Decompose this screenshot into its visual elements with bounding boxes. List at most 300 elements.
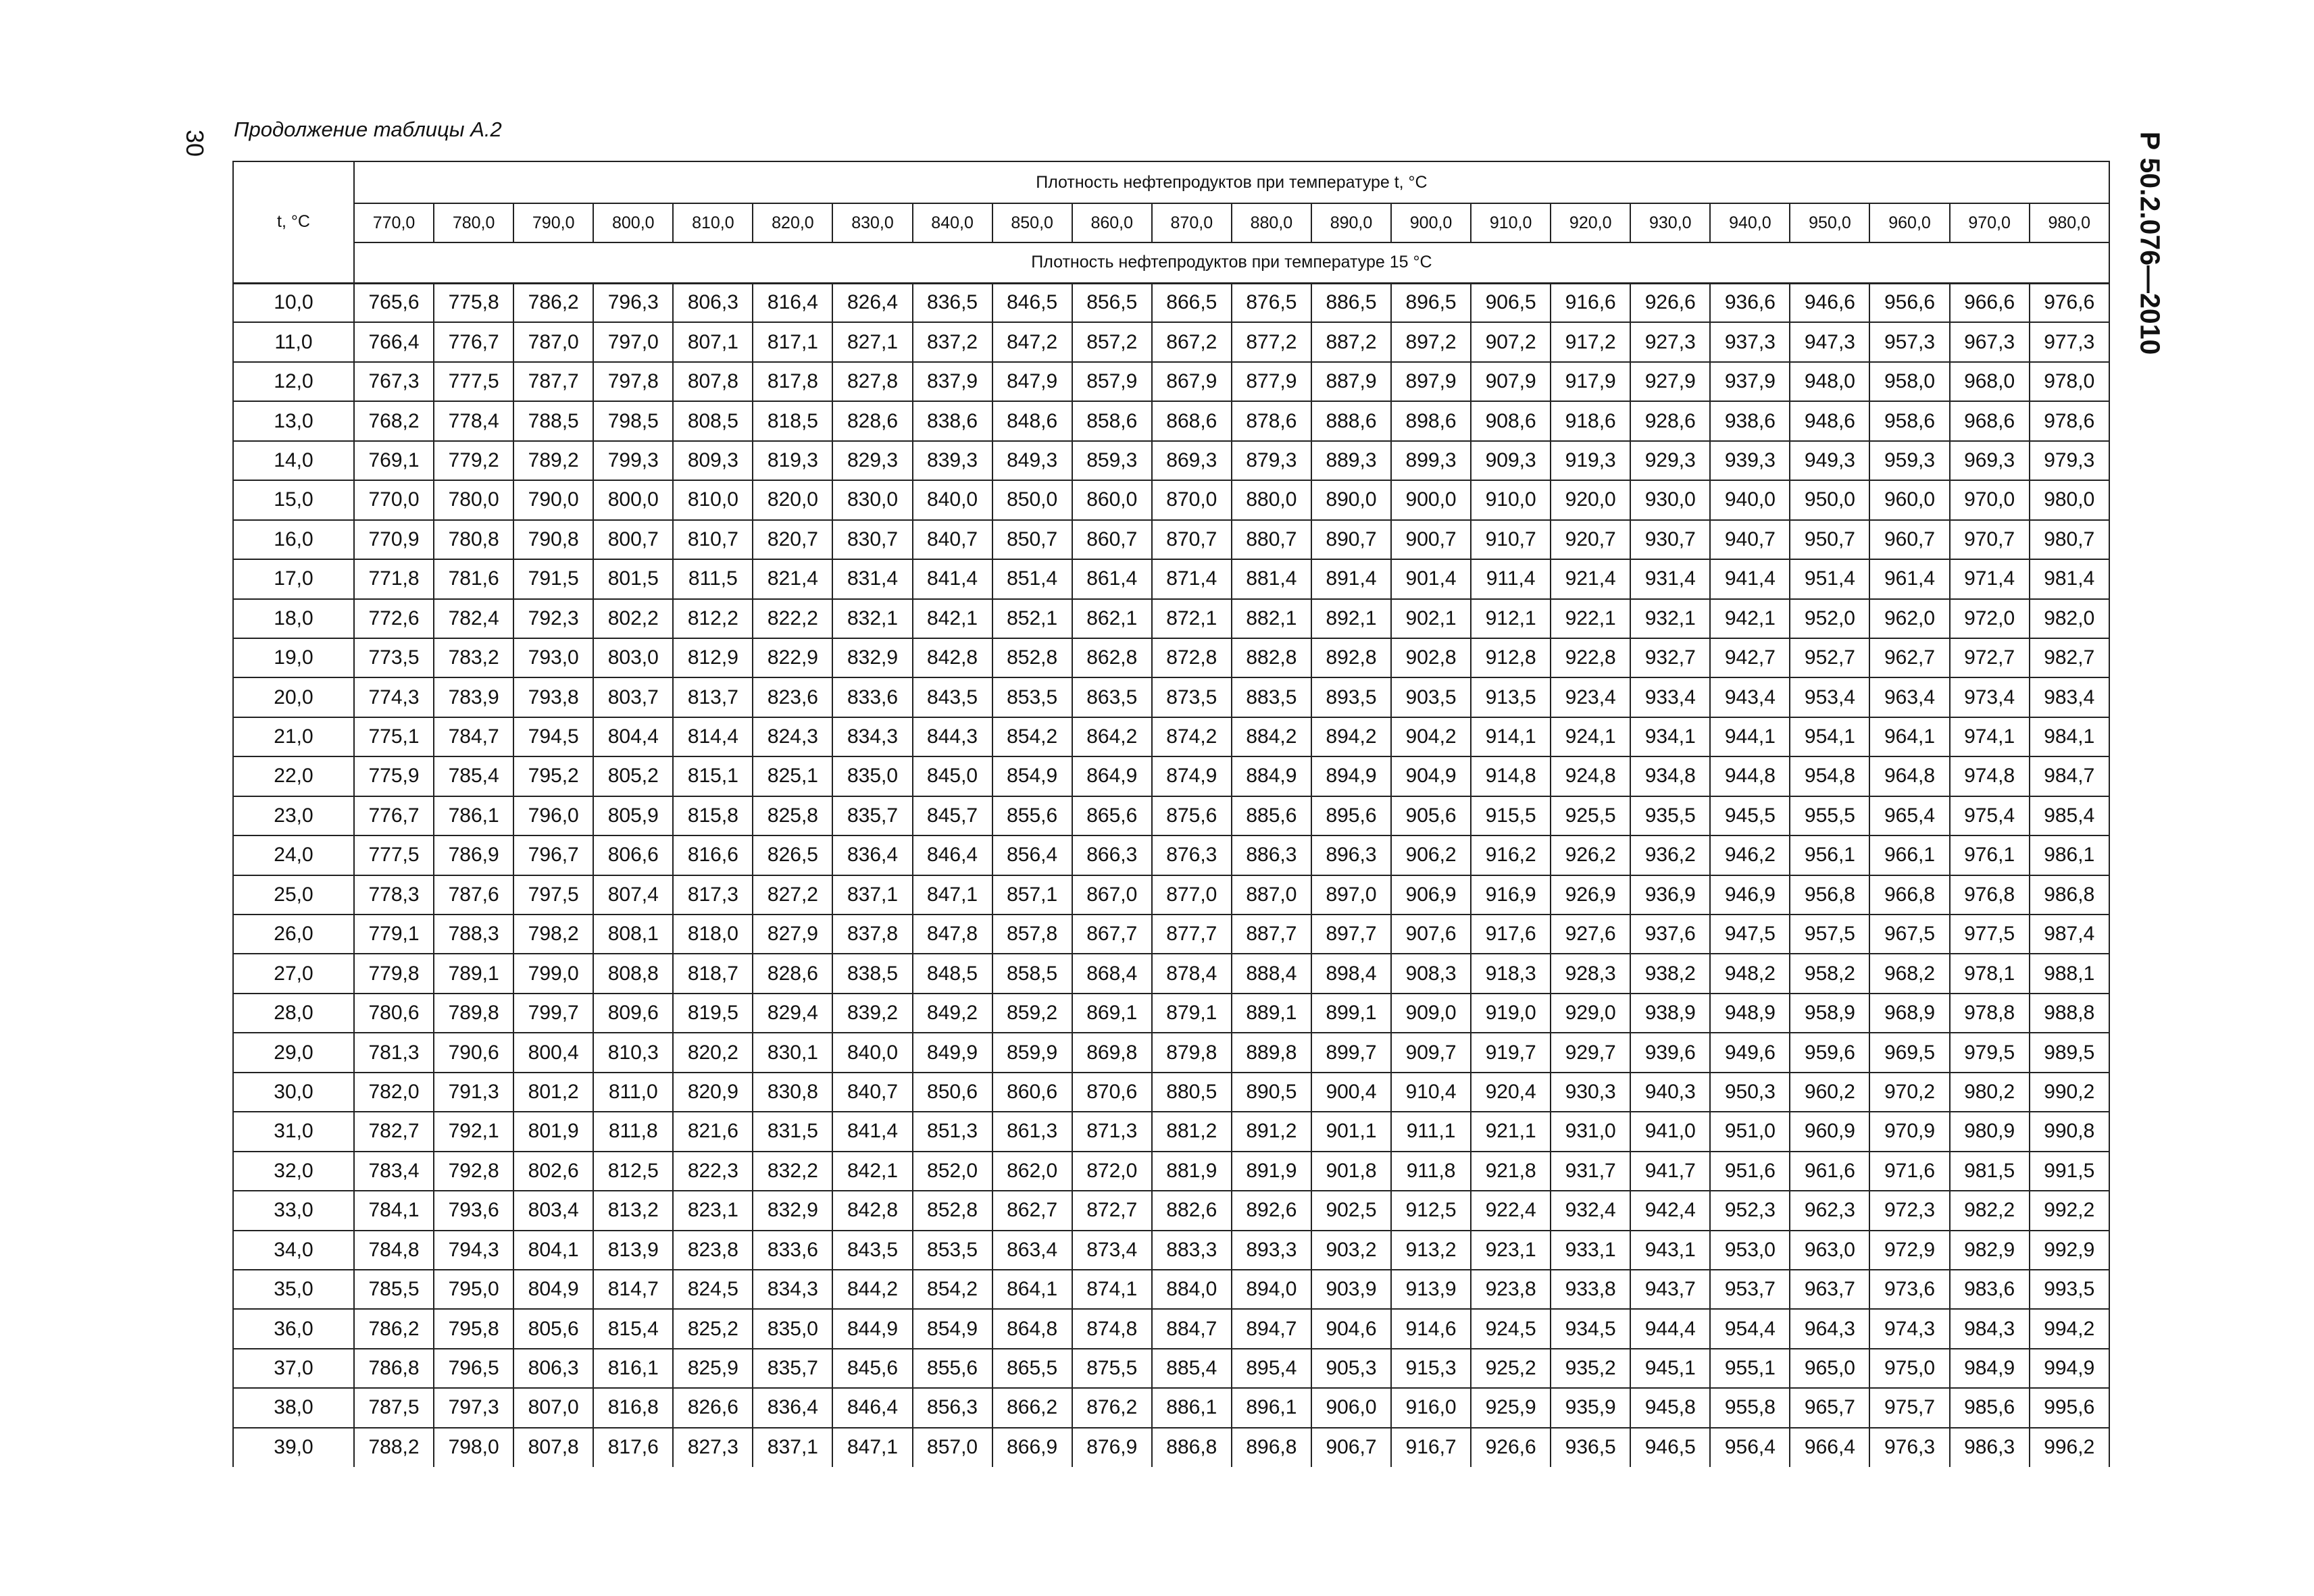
density-cell: 782,7 xyxy=(354,1112,434,1151)
density-cell: 775,1 xyxy=(354,717,434,756)
density-cell: 929,7 xyxy=(1551,1033,1630,1072)
density-cell: 779,2 xyxy=(434,441,513,480)
density-cell: 885,4 xyxy=(1152,1349,1232,1388)
density-cell: 899,1 xyxy=(1311,994,1391,1033)
density-cell: 863,5 xyxy=(1072,677,1152,717)
density-cell: 840,0 xyxy=(913,480,992,519)
density-at-15-header: Плотность нефтепродуктов при температуре 15 °C xyxy=(354,242,2109,283)
density-cell: 955,5 xyxy=(1790,796,1869,835)
density-cell: 822,3 xyxy=(673,1152,753,1191)
column-header: 820,0 xyxy=(753,203,832,242)
table-row xyxy=(233,954,2109,993)
density-cell: 963,4 xyxy=(1869,677,1949,717)
density-cell: 814,7 xyxy=(593,1270,673,1309)
density-cell: 897,7 xyxy=(1311,915,1391,954)
density-cell: 890,0 xyxy=(1311,480,1391,519)
density-cell: 805,6 xyxy=(513,1309,593,1348)
density-cell: 826,4 xyxy=(832,283,912,322)
density-cell: 906,9 xyxy=(1391,875,1471,915)
density-cell: 799,3 xyxy=(593,441,673,480)
density-cell: 830,0 xyxy=(832,480,912,519)
density-cell: 765,6 xyxy=(354,283,434,322)
page-number: 30 xyxy=(181,129,209,157)
density-cell: 926,9 xyxy=(1551,875,1630,915)
density-cell: 780,0 xyxy=(434,480,513,519)
density-cell: 786,9 xyxy=(434,835,513,875)
density-cell: 913,9 xyxy=(1391,1270,1471,1309)
table-row xyxy=(233,1388,2109,1427)
density-cell: 866,9 xyxy=(992,1428,1072,1467)
density-cell: 900,4 xyxy=(1311,1073,1391,1112)
density-cell: 910,7 xyxy=(1471,520,1551,559)
density-cell: 914,6 xyxy=(1391,1309,1471,1348)
density-cell: 846,4 xyxy=(832,1388,912,1427)
density-cell: 796,7 xyxy=(513,835,593,875)
density-cell: 952,3 xyxy=(1710,1191,1790,1230)
density-cell: 864,1 xyxy=(992,1270,1072,1309)
density-cell: 976,8 xyxy=(1950,875,2030,915)
density-cell: 953,0 xyxy=(1710,1231,1790,1270)
density-cell: 937,3 xyxy=(1710,322,1790,361)
density-cell: 874,9 xyxy=(1152,756,1232,796)
density-cell: 820,2 xyxy=(673,1033,753,1072)
density-cell: 786,8 xyxy=(354,1349,434,1388)
column-header: 910,0 xyxy=(1471,203,1551,242)
density-cell: 978,0 xyxy=(2030,362,2109,401)
column-header: 940,0 xyxy=(1710,203,1790,242)
table-row xyxy=(233,1349,2109,1388)
density-cell: 945,5 xyxy=(1710,796,1790,835)
density-cell: 842,8 xyxy=(913,638,992,677)
density-cell: 896,8 xyxy=(1232,1428,1311,1467)
density-cell: 965,7 xyxy=(1790,1388,1869,1427)
density-cell: 929,3 xyxy=(1630,441,1710,480)
temperature-cell: 31,0 xyxy=(233,1112,354,1151)
density-cell: 826,5 xyxy=(753,835,832,875)
density-cell: 869,3 xyxy=(1152,441,1232,480)
density-cell: 904,9 xyxy=(1391,756,1471,796)
density-cell: 972,7 xyxy=(1950,638,2030,677)
temperature-cell: 26,0 xyxy=(233,915,354,954)
density-cell: 804,1 xyxy=(513,1231,593,1270)
density-cell: 916,2 xyxy=(1471,835,1551,875)
density-cell: 988,8 xyxy=(2030,994,2109,1033)
density-cell: 857,8 xyxy=(992,915,1072,954)
density-cell: 944,1 xyxy=(1710,717,1790,756)
density-cell: 779,1 xyxy=(354,915,434,954)
density-cell: 876,9 xyxy=(1072,1428,1152,1467)
density-cell: 902,8 xyxy=(1391,638,1471,677)
density-cell: 825,8 xyxy=(753,796,832,835)
density-cell: 949,6 xyxy=(1710,1033,1790,1072)
density-cell: 832,9 xyxy=(832,638,912,677)
density-cell: 946,9 xyxy=(1710,875,1790,915)
density-cell: 879,8 xyxy=(1152,1033,1232,1072)
density-cell: 931,4 xyxy=(1630,559,1710,598)
density-cell: 785,4 xyxy=(434,756,513,796)
density-cell: 824,3 xyxy=(753,717,832,756)
density-cell: 980,7 xyxy=(2030,520,2109,559)
density-cell: 798,5 xyxy=(593,401,673,440)
density-cell: 853,5 xyxy=(913,1231,992,1270)
density-cell: 975,4 xyxy=(1950,796,2030,835)
density-cell: 917,2 xyxy=(1551,322,1630,361)
temperature-cell: 10,0 xyxy=(233,283,354,322)
density-cell: 906,7 xyxy=(1311,1428,1391,1467)
density-cell: 854,9 xyxy=(992,756,1072,796)
column-header: 780,0 xyxy=(434,203,513,242)
density-cell: 847,8 xyxy=(913,915,992,954)
density-cell: 900,7 xyxy=(1391,520,1471,559)
density-cell: 946,2 xyxy=(1710,835,1790,875)
density-cell: 909,3 xyxy=(1471,441,1551,480)
density-cell: 973,6 xyxy=(1869,1270,1949,1309)
density-cell: 979,3 xyxy=(2030,441,2109,480)
density-cell: 955,8 xyxy=(1710,1388,1790,1427)
density-cell: 943,1 xyxy=(1630,1231,1710,1270)
density-cell: 866,5 xyxy=(1152,283,1232,322)
density-cell: 868,4 xyxy=(1072,954,1152,993)
density-cell: 831,5 xyxy=(753,1112,832,1151)
density-cell: 934,1 xyxy=(1630,717,1710,756)
temperature-cell: 21,0 xyxy=(233,717,354,756)
temperature-cell: 33,0 xyxy=(233,1191,354,1230)
density-cell: 933,1 xyxy=(1551,1231,1630,1270)
density-cell: 845,6 xyxy=(832,1349,912,1388)
density-cell: 893,5 xyxy=(1311,677,1391,717)
density-cell: 837,1 xyxy=(832,875,912,915)
density-cell: 968,2 xyxy=(1869,954,1949,993)
density-cell: 968,6 xyxy=(1950,401,2030,440)
density-cell: 828,6 xyxy=(832,401,912,440)
temperature-cell: 25,0 xyxy=(233,875,354,915)
density-cell: 799,7 xyxy=(513,994,593,1033)
column-header: 920,0 xyxy=(1551,203,1630,242)
density-cell: 827,9 xyxy=(753,915,832,954)
density-cell: 923,1 xyxy=(1471,1231,1551,1270)
density-cell: 962,7 xyxy=(1869,638,1949,677)
density-cell: 823,1 xyxy=(673,1191,753,1230)
density-cell: 884,0 xyxy=(1152,1270,1232,1309)
density-cell: 976,6 xyxy=(2030,283,2109,322)
density-cell: 935,2 xyxy=(1551,1349,1630,1388)
temperature-cell: 19,0 xyxy=(233,638,354,677)
density-cell: 857,0 xyxy=(913,1428,992,1467)
density-cell: 771,8 xyxy=(354,559,434,598)
density-cell: 977,5 xyxy=(1950,915,2030,954)
temperature-cell: 12,0 xyxy=(233,362,354,401)
density-cell: 957,5 xyxy=(1790,915,1869,954)
density-cell: 970,0 xyxy=(1950,480,2030,519)
density-cell: 861,3 xyxy=(992,1112,1072,1151)
density-cell: 823,8 xyxy=(673,1231,753,1270)
density-cell: 886,1 xyxy=(1152,1388,1232,1427)
density-cell: 861,4 xyxy=(1072,559,1152,598)
density-cell: 841,4 xyxy=(913,559,992,598)
density-cell: 797,3 xyxy=(434,1388,513,1427)
density-cell: 790,0 xyxy=(513,480,593,519)
density-cell: 847,2 xyxy=(992,322,1072,361)
density-cell: 807,0 xyxy=(513,1388,593,1427)
density-cell: 930,0 xyxy=(1630,480,1710,519)
density-cell: 960,0 xyxy=(1869,480,1949,519)
density-cell: 772,6 xyxy=(354,599,434,638)
density-cell: 834,3 xyxy=(832,717,912,756)
density-cell: 950,0 xyxy=(1790,480,1869,519)
density-cell: 836,5 xyxy=(913,283,992,322)
density-cell: 823,6 xyxy=(753,677,832,717)
density-cell: 796,5 xyxy=(434,1349,513,1388)
density-cell: 983,6 xyxy=(1950,1270,2030,1309)
density-cell: 969,3 xyxy=(1950,441,2030,480)
density-cell: 842,8 xyxy=(832,1191,912,1230)
density-cell: 808,1 xyxy=(593,915,673,954)
density-cell: 990,8 xyxy=(2030,1112,2109,1151)
density-cell: 788,2 xyxy=(354,1428,434,1467)
density-cell: 775,8 xyxy=(434,283,513,322)
density-cell: 866,3 xyxy=(1072,835,1152,875)
density-cell: 988,1 xyxy=(2030,954,2109,993)
density-cell: 892,1 xyxy=(1311,599,1391,638)
density-cell: 843,5 xyxy=(832,1231,912,1270)
density-cell: 981,4 xyxy=(2030,559,2109,598)
density-cell: 985,4 xyxy=(2030,796,2109,835)
density-cell: 933,8 xyxy=(1551,1270,1630,1309)
density-cell: 819,5 xyxy=(673,994,753,1033)
temperature-cell: 37,0 xyxy=(233,1349,354,1388)
density-cell: 786,1 xyxy=(434,796,513,835)
density-cell: 939,6 xyxy=(1630,1033,1710,1072)
density-cell: 917,9 xyxy=(1551,362,1630,401)
density-cell: 924,1 xyxy=(1551,717,1630,756)
density-cell: 894,2 xyxy=(1311,717,1391,756)
density-cell: 992,2 xyxy=(2030,1191,2109,1230)
density-cell: 883,3 xyxy=(1152,1231,1232,1270)
density-cell: 938,6 xyxy=(1710,401,1790,440)
density-cell: 984,9 xyxy=(1950,1349,2030,1388)
table-row xyxy=(233,796,2109,835)
density-cell: 830,1 xyxy=(753,1033,832,1072)
density-cell: 906,5 xyxy=(1471,283,1551,322)
density-cell: 883,5 xyxy=(1232,677,1311,717)
density-cell: 824,5 xyxy=(673,1270,753,1309)
density-cell: 876,2 xyxy=(1072,1388,1152,1427)
density-cell: 882,1 xyxy=(1232,599,1311,638)
density-cell: 816,1 xyxy=(593,1349,673,1388)
density-cell: 854,2 xyxy=(992,717,1072,756)
density-cell: 910,0 xyxy=(1471,480,1551,519)
density-cell: 836,4 xyxy=(832,835,912,875)
density-cell: 875,5 xyxy=(1072,1349,1152,1388)
density-cell: 882,8 xyxy=(1232,638,1311,677)
table-row xyxy=(233,875,2109,915)
density-cell: 963,0 xyxy=(1790,1231,1869,1270)
density-cell: 815,1 xyxy=(673,756,753,796)
density-cell: 904,2 xyxy=(1391,717,1471,756)
density-cell: 797,0 xyxy=(593,322,673,361)
density-cell: 786,2 xyxy=(354,1309,434,1348)
density-cell: 812,9 xyxy=(673,638,753,677)
density-cell: 958,6 xyxy=(1869,401,1949,440)
density-cell: 915,5 xyxy=(1471,796,1551,835)
density-cell: 849,9 xyxy=(913,1033,992,1072)
density-cell: 807,4 xyxy=(593,875,673,915)
density-cell: 886,3 xyxy=(1232,835,1311,875)
density-cell: 854,2 xyxy=(913,1270,992,1309)
density-cell: 832,1 xyxy=(832,599,912,638)
density-cell: 877,9 xyxy=(1232,362,1311,401)
density-cell: 961,4 xyxy=(1869,559,1949,598)
density-cell: 927,6 xyxy=(1551,915,1630,954)
density-cell: 942,1 xyxy=(1710,599,1790,638)
density-cell: 895,6 xyxy=(1311,796,1391,835)
density-cell: 930,7 xyxy=(1630,520,1710,559)
density-cell: 857,1 xyxy=(992,875,1072,915)
density-cell: 939,3 xyxy=(1710,441,1790,480)
table-title: Продолжение таблицы А.2 xyxy=(234,118,502,141)
density-cell: 864,2 xyxy=(1072,717,1152,756)
density-cell: 856,5 xyxy=(1072,283,1152,322)
column-header: 870,0 xyxy=(1152,203,1232,242)
density-cell: 801,9 xyxy=(513,1112,593,1151)
density-cell: 990,2 xyxy=(2030,1073,2109,1112)
density-cell: 881,4 xyxy=(1232,559,1311,598)
density-cell: 959,3 xyxy=(1869,441,1949,480)
density-cell: 842,1 xyxy=(832,1152,912,1191)
temperature-cell: 28,0 xyxy=(233,994,354,1033)
density-cell: 792,3 xyxy=(513,599,593,638)
density-cell: 783,9 xyxy=(434,677,513,717)
density-cell: 922,1 xyxy=(1551,599,1630,638)
density-cell: 867,9 xyxy=(1152,362,1232,401)
density-cell: 806,6 xyxy=(593,835,673,875)
density-cell: 795,0 xyxy=(434,1270,513,1309)
density-cell: 865,6 xyxy=(1072,796,1152,835)
density-cell: 854,9 xyxy=(913,1309,992,1348)
density-cell: 812,2 xyxy=(673,599,753,638)
density-cell: 853,5 xyxy=(992,677,1072,717)
density-cell: 978,1 xyxy=(1950,954,2030,993)
density-cell: 845,7 xyxy=(913,796,992,835)
density-cell: 971,6 xyxy=(1869,1152,1949,1191)
column-header: 770,0 xyxy=(354,203,434,242)
density-cell: 779,8 xyxy=(354,954,434,993)
density-cell: 977,3 xyxy=(2030,322,2109,361)
density-cell: 892,8 xyxy=(1311,638,1391,677)
density-cell: 778,4 xyxy=(434,401,513,440)
density-cell: 984,1 xyxy=(2030,717,2109,756)
density-cell: 936,9 xyxy=(1630,875,1710,915)
density-cell: 870,6 xyxy=(1072,1073,1152,1112)
density-cell: 840,0 xyxy=(832,1033,912,1072)
density-cell: 899,7 xyxy=(1311,1033,1391,1072)
density-cell: 829,3 xyxy=(832,441,912,480)
density-cell: 889,1 xyxy=(1232,994,1311,1033)
density-cell: 799,0 xyxy=(513,954,593,993)
density-cell: 791,5 xyxy=(513,559,593,598)
density-cell: 844,2 xyxy=(832,1270,912,1309)
density-cell: 784,8 xyxy=(354,1231,434,1270)
density-cell: 830,7 xyxy=(832,520,912,559)
table-row xyxy=(233,835,2109,875)
density-cell: 880,5 xyxy=(1152,1073,1232,1112)
density-cell: 789,1 xyxy=(434,954,513,993)
density-cell: 979,5 xyxy=(1950,1033,2030,1072)
column-header: 800,0 xyxy=(593,203,673,242)
density-cell: 895,4 xyxy=(1232,1349,1311,1388)
density-cell: 963,7 xyxy=(1790,1270,1869,1309)
density-cell: 837,9 xyxy=(913,362,992,401)
temperature-cell: 27,0 xyxy=(233,954,354,993)
density-cell: 837,8 xyxy=(832,915,912,954)
density-cell: 807,1 xyxy=(673,322,753,361)
density-cell: 968,0 xyxy=(1950,362,2030,401)
density-at-t-header: Плотность нефтепродуктов при температуре t, °C xyxy=(354,161,2109,203)
density-cell: 821,4 xyxy=(753,559,832,598)
density-cell: 915,3 xyxy=(1391,1349,1471,1388)
density-cell: 891,2 xyxy=(1232,1112,1311,1151)
density-cell: 811,8 xyxy=(593,1112,673,1151)
density-cell: 919,7 xyxy=(1471,1033,1551,1072)
density-cell: 844,9 xyxy=(832,1309,912,1348)
density-cell: 901,1 xyxy=(1311,1112,1391,1151)
table-row xyxy=(233,441,2109,480)
density-cell: 948,2 xyxy=(1710,954,1790,993)
temperature-cell: 20,0 xyxy=(233,677,354,717)
column-header: 960,0 xyxy=(1869,203,1949,242)
table-row xyxy=(233,717,2109,756)
column-header: 850,0 xyxy=(992,203,1072,242)
column-header: 860,0 xyxy=(1072,203,1152,242)
density-cell: 814,4 xyxy=(673,717,753,756)
density-cell: 852,8 xyxy=(913,1191,992,1230)
density-cell: 868,6 xyxy=(1152,401,1232,440)
density-cell: 958,9 xyxy=(1790,994,1869,1033)
density-cell: 911,4 xyxy=(1471,559,1551,598)
density-cell: 809,3 xyxy=(673,441,753,480)
density-cell: 778,3 xyxy=(354,875,434,915)
density-cell: 942,7 xyxy=(1710,638,1790,677)
density-cell: 817,1 xyxy=(753,322,832,361)
density-cell: 948,0 xyxy=(1790,362,1869,401)
density-cell: 894,7 xyxy=(1232,1309,1311,1348)
density-cell: 787,0 xyxy=(513,322,593,361)
header-row-columns xyxy=(233,203,2109,242)
density-cell: 986,1 xyxy=(2030,835,2109,875)
density-cell: 793,8 xyxy=(513,677,593,717)
table-row xyxy=(233,994,2109,1033)
density-cell: 982,0 xyxy=(2030,599,2109,638)
density-cell: 782,4 xyxy=(434,599,513,638)
column-header: 830,0 xyxy=(832,203,912,242)
density-cell: 825,1 xyxy=(753,756,832,796)
density-cell: 971,4 xyxy=(1950,559,2030,598)
density-cell: 775,9 xyxy=(354,756,434,796)
density-cell: 835,0 xyxy=(753,1309,832,1348)
density-cell: 913,2 xyxy=(1391,1231,1471,1270)
density-cell: 792,8 xyxy=(434,1152,513,1191)
density-cell: 966,8 xyxy=(1869,875,1949,915)
density-cell: 863,4 xyxy=(992,1231,1072,1270)
density-cell: 802,6 xyxy=(513,1152,593,1191)
density-cell: 879,1 xyxy=(1152,994,1232,1033)
density-cell: 925,9 xyxy=(1471,1388,1551,1427)
density-cell: 974,1 xyxy=(1950,717,2030,756)
density-cell: 966,4 xyxy=(1790,1428,1869,1467)
density-cell: 837,1 xyxy=(753,1428,832,1467)
density-cell: 848,6 xyxy=(992,401,1072,440)
density-cell: 813,9 xyxy=(593,1231,673,1270)
